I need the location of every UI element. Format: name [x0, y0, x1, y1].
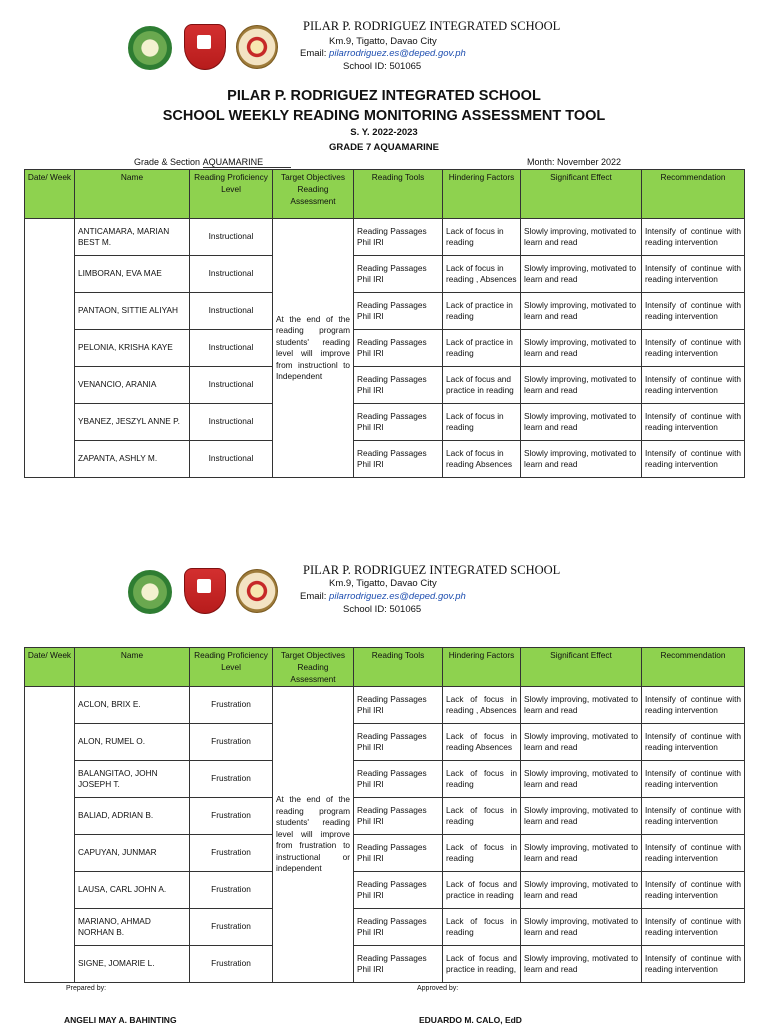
header-effect: Significant Effect: [521, 170, 642, 219]
proficiency-level: Frustration: [190, 724, 273, 761]
school-address: Km.9, Tigatto, Davao City: [329, 578, 437, 589]
proficiency-level: Instructional: [190, 404, 273, 441]
reading-tools: Reading Passages Phil IRI: [354, 946, 443, 983]
student-name: ZAPANTA, ASHLY M.: [75, 441, 190, 478]
reading-tools: Reading Passages Phil IRI: [354, 909, 443, 946]
significant-effect: Slowly improving, motivated to learn and read: [521, 946, 642, 983]
student-name: PELONIA, KRISHA KAYE: [75, 330, 190, 367]
significant-effect: Slowly improving, motivated to learn and read: [521, 219, 642, 256]
email-link[interactable]: pilarrodriguez.es@deped.gov.ph: [329, 591, 466, 602]
reading-tools: Reading Passages Phil IRI: [354, 293, 443, 330]
table-row: [25, 872, 745, 909]
recommendation: Intensify of continue with reading intervention: [642, 798, 745, 835]
approved-by-name: EDUARDO M. CALO, EdD: [419, 1015, 522, 1025]
doc-title-grade: GRADE 7 AQUAMARINE: [329, 142, 439, 153]
hindering-factors: Lack of focus in reading , Absences: [443, 687, 521, 724]
reading-tools: Reading Passages Phil IRI: [354, 687, 443, 724]
recommendation: Intensify of continue with reading intervention: [642, 441, 745, 478]
header-date-week: Date/ Week: [25, 170, 75, 219]
recommendation: Intensify of continue with reading intervention: [642, 256, 745, 293]
reading-tools: Reading Passages Phil IRI: [354, 872, 443, 909]
hindering-factors: Lack of focus in reading: [443, 798, 521, 835]
header-factors: Hindering Factors: [443, 170, 521, 219]
proficiency-level: Frustration: [190, 835, 273, 872]
proficiency-level: Instructional: [190, 330, 273, 367]
significant-effect: Slowly improving, motivated to learn and read: [521, 367, 642, 404]
city-seal-icon: [184, 24, 226, 70]
email-label: Email:: [300, 591, 327, 602]
header-name: Name: [75, 648, 190, 687]
significant-effect: Slowly improving, motivated to learn and read: [521, 687, 642, 724]
approved-by-label: Approved by:: [417, 985, 459, 992]
table-row: [25, 687, 745, 724]
significant-effect: Slowly improving, motivated to learn and read: [521, 256, 642, 293]
proficiency-level: Frustration: [190, 687, 273, 724]
table-row: [25, 724, 745, 761]
table-row: [25, 404, 745, 441]
school-email: [300, 48, 466, 59]
recommendation: Intensify of continue with reading intervention: [642, 761, 745, 798]
table-row: [25, 219, 745, 256]
grade-section: [134, 157, 291, 168]
proficiency-level: Instructional: [190, 219, 273, 256]
student-name: CAPUYAN, JUNMAR: [75, 835, 190, 872]
student-name: ALON, RUMEL O.: [75, 724, 190, 761]
school-name: PILAR P. RODRIGUEZ INTEGRATED SCHOOL: [303, 19, 561, 33]
recommendation: Intensify of continue with reading intervention: [642, 724, 745, 761]
header-name: Name: [75, 170, 190, 219]
doc-title-tool: SCHOOL WEEKLY READING MONITORING ASSESSMENT TOOL: [162, 108, 606, 124]
student-name: BALANGITAO, JOHN JOSEPH T.: [75, 761, 190, 798]
reading-tools: Reading Passages Phil IRI: [354, 798, 443, 835]
recommendation: Intensify of continue with reading intervention: [642, 367, 745, 404]
table-row: [25, 441, 745, 478]
table-row: [25, 761, 745, 798]
hindering-factors: Lack of practice in reading: [443, 293, 521, 330]
doc-title-sy: S. Y. 2022-2023: [350, 127, 418, 138]
reading-table-2: [24, 647, 745, 983]
significant-effect: Slowly improving, motivated to learn and read: [521, 798, 642, 835]
hindering-factors: Lack of focus in reading: [443, 909, 521, 946]
week-cell: [25, 219, 75, 478]
school-seal-icon: [236, 25, 278, 69]
school-name: PILAR P. RODRIGUEZ INTEGRATED SCHOOL: [303, 563, 561, 577]
significant-effect: Slowly improving, motivated to learn and read: [521, 909, 642, 946]
letterhead-2: [0, 558, 768, 638]
reading-tools: Reading Passages Phil IRI: [354, 835, 443, 872]
student-name: MARIANO, AHMAD NORHAN B.: [75, 909, 190, 946]
header-recommendation: Recommendation: [642, 648, 745, 687]
table-row: [25, 946, 745, 983]
school-id: School ID: 501065: [343, 604, 422, 615]
week-cell: [25, 687, 75, 983]
header-level: Reading Proficiency Level: [190, 648, 273, 687]
hindering-factors: Lack of practice in reading: [443, 330, 521, 367]
school-id: School ID: 501065: [343, 61, 422, 72]
reading-tools: Reading Passages Phil IRI: [354, 761, 443, 798]
student-name: YBANEZ, JESZYL ANNE P.: [75, 404, 190, 441]
doc-title-school: PILAR P. RODRIGUEZ INTEGRATED SCHOOL: [227, 88, 541, 104]
grade-section-value: AQUAMARINE: [203, 157, 292, 168]
student-name: LIMBORAN, EVA MAE: [75, 256, 190, 293]
reading-tools: Reading Passages Phil IRI: [354, 256, 443, 293]
hindering-factors: Lack of focus and practice in reading: [443, 872, 521, 909]
reading-tools: Reading Passages Phil IRI: [354, 330, 443, 367]
deped-seal-icon: [128, 570, 172, 614]
proficiency-level: Frustration: [190, 798, 273, 835]
table-row: [25, 835, 745, 872]
student-name: PANTAON, SITTIE ALIYAH: [75, 293, 190, 330]
school-email: [300, 591, 466, 602]
proficiency-level: Instructional: [190, 293, 273, 330]
email-label: Email:: [300, 48, 327, 59]
student-name: ANTICAMARA, MARIAN BEST M.: [75, 219, 190, 256]
proficiency-level: Instructional: [190, 367, 273, 404]
recommendation: Intensify of continue with reading intervention: [642, 330, 745, 367]
header-recommendation: Recommendation: [642, 170, 745, 219]
grade-section-label: Grade & Section: [134, 157, 201, 167]
student-name: SIGNE, JOMARIE L.: [75, 946, 190, 983]
recommendation: Intensify of continue with reading intervention: [642, 835, 745, 872]
target-objective: At the end of the reading program students' reading level will improve from frustration to instructional or independent: [273, 687, 354, 983]
recommendation: Intensify of continue with reading intervention: [642, 293, 745, 330]
table-row: [25, 256, 745, 293]
hindering-factors: Lack of focus and practice in reading: [443, 367, 521, 404]
significant-effect: Slowly improving, motivated to learn and read: [521, 724, 642, 761]
recommendation: Intensify of continue with reading intervention: [642, 946, 745, 983]
significant-effect: Slowly improving, motivated to learn and read: [521, 761, 642, 798]
month: Month: November 2022: [527, 157, 622, 167]
table-header-row: [25, 648, 745, 687]
hindering-factors: Lack of focus in reading Absences: [443, 441, 521, 478]
proficiency-level: Frustration: [190, 761, 273, 798]
reading-tools: Reading Passages Phil IRI: [354, 441, 443, 478]
proficiency-level: Frustration: [190, 946, 273, 983]
proficiency-level: Frustration: [190, 909, 273, 946]
table-row: [25, 293, 745, 330]
header-date-week: Date/ Week: [25, 648, 75, 687]
prepared-by-name: ANGELI MAY A. BAHINTING: [64, 1015, 177, 1025]
reading-tools: Reading Passages Phil IRI: [354, 367, 443, 404]
student-name: ACLON, BRIX E.: [75, 687, 190, 724]
proficiency-level: Instructional: [190, 256, 273, 293]
recommendation: Intensify of continue with reading intervention: [642, 687, 745, 724]
reading-tools: Reading Passages Phil IRI: [354, 404, 443, 441]
city-seal-icon: [184, 568, 226, 614]
significant-effect: Slowly improving, motivated to learn and read: [521, 293, 642, 330]
table-row: [25, 330, 745, 367]
email-link[interactable]: pilarrodriguez.es@deped.gov.ph: [329, 48, 466, 59]
hindering-factors: Lack of focus in reading: [443, 404, 521, 441]
table-header-row: [25, 170, 745, 219]
reading-tools: Reading Passages Phil IRI: [354, 219, 443, 256]
significant-effect: Slowly improving, motivated to learn and read: [521, 330, 642, 367]
header-factors: Hindering Factors: [443, 648, 521, 687]
hindering-factors: Lack of focus in reading: [443, 761, 521, 798]
table-row: [25, 909, 745, 946]
school-address: Km.9, Tigatto, Davao City: [329, 36, 437, 47]
recommendation: Intensify of continue with reading intervention: [642, 872, 745, 909]
target-objective: At the end of the reading program students' reading level will improve from instructionl to Independent: [273, 219, 354, 478]
school-seal-icon: [236, 569, 278, 613]
student-name: LAUSA, CARL JOHN A.: [75, 872, 190, 909]
proficiency-level: Instructional: [190, 441, 273, 478]
hindering-factors: Lack of focus and practice in reading,: [443, 946, 521, 983]
letterhead-1: [0, 14, 768, 94]
significant-effect: Slowly improving, motivated to learn and read: [521, 835, 642, 872]
table-row: [25, 798, 745, 835]
header-tools: Reading Tools: [354, 170, 443, 219]
prepared-by-label: Prepared by:: [66, 985, 107, 992]
hindering-factors: Lack of focus in reading , Absences: [443, 256, 521, 293]
significant-effect: Slowly improving, motivated to learn and read: [521, 404, 642, 441]
header-objectives: Target Objectives Reading Assessment: [273, 170, 354, 219]
significant-effect: Slowly improving, motivated to learn and read: [521, 872, 642, 909]
header-tools: Reading Tools: [354, 648, 443, 687]
recommendation: Intensify of continue with reading intervention: [642, 909, 745, 946]
hindering-factors: Lack of focus in reading: [443, 219, 521, 256]
student-name: VENANCIO, ARANIA: [75, 367, 190, 404]
table-row: [25, 367, 745, 404]
hindering-factors: Lack of focus in reading: [443, 835, 521, 872]
header-objectives: Target Objectives Reading Assessment: [273, 648, 354, 687]
header-effect: Significant Effect: [521, 648, 642, 687]
reading-table-1: [24, 169, 745, 478]
recommendation: Intensify of continue with reading intervention: [642, 404, 745, 441]
recommendation: Intensify of continue with reading intervention: [642, 219, 745, 256]
student-name: BALIAD, ADRIAN B.: [75, 798, 190, 835]
hindering-factors: Lack of focus in reading Absences: [443, 724, 521, 761]
header-level: Reading Proficiency Level: [190, 170, 273, 219]
reading-tools: Reading Passages Phil IRI: [354, 724, 443, 761]
significant-effect: Slowly improving, motivated to learn and read: [521, 441, 642, 478]
proficiency-level: Frustration: [190, 872, 273, 909]
deped-seal-icon: [128, 26, 172, 70]
